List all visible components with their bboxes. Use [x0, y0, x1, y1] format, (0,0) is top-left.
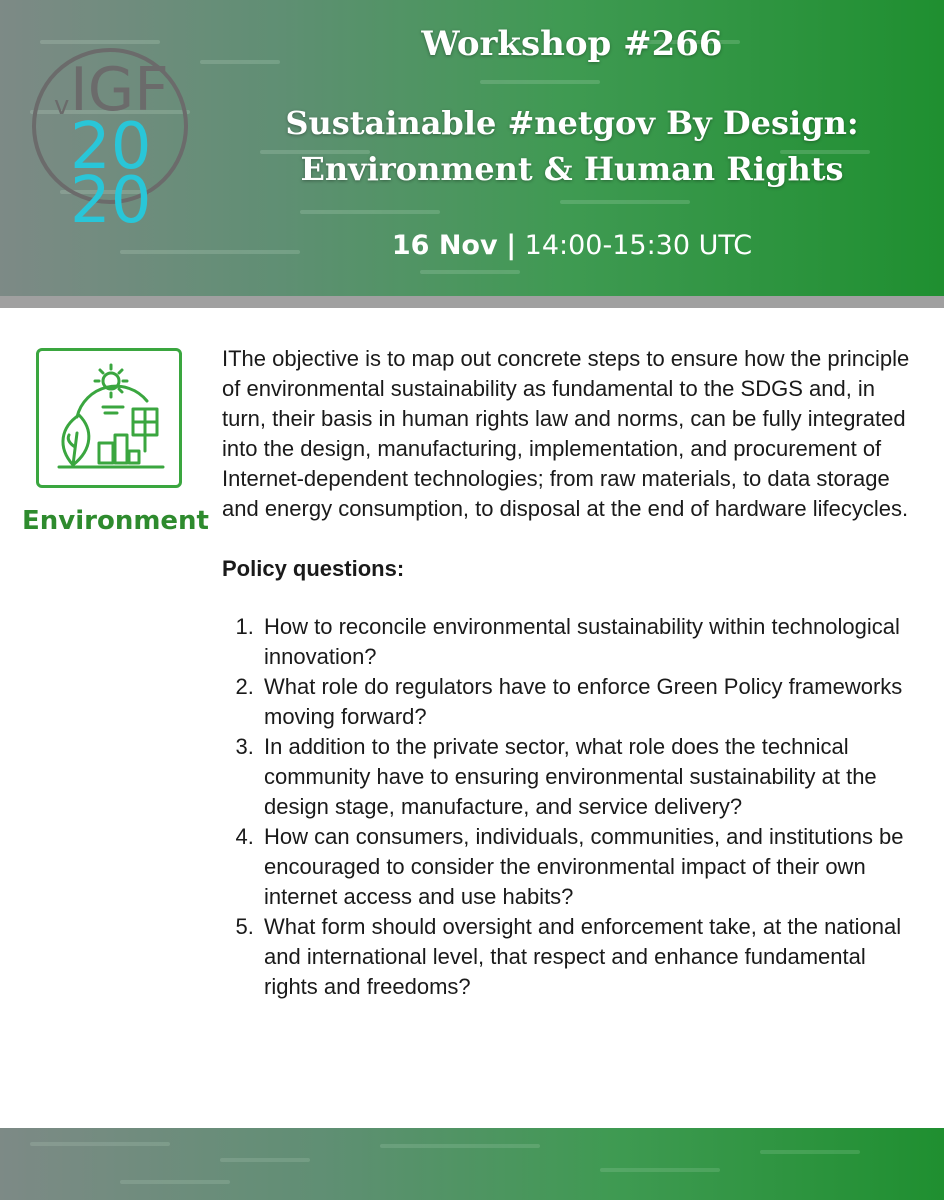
list-item: 2. What role do regulators have to enforce Green Policy frameworks moving forward?	[260, 672, 912, 732]
logo-brand: IGF	[70, 55, 169, 125]
header-divider	[0, 296, 944, 308]
environment-label: Environment	[22, 506, 209, 536]
list-item: 3. In addition to the private sector, what role does the technical community have to ensuring environmental sustainability at the design stage, manufacture, and service delivery?	[260, 732, 912, 822]
objective-paragraph: IThe objective is to map out concrete steps to ensure how the principle of environmental sustainability as fundamental to the SDGS and, in turn, their basis in human rights law and norms, can be fully integrated into the design, manufacturing, implementation, and procurement of Internet-dependent technologies; from raw materials, to data storage and energy consumption, to disposal at the end of hardware lifecycles.	[222, 346, 910, 521]
environment-badge	[36, 348, 182, 488]
footer-code-pattern	[0, 1128, 944, 1200]
workshop-description	[222, 344, 912, 1002]
header-banner	[0, 0, 944, 296]
list-item: 1. How to reconcile environmental sustainability within technological innovation?	[260, 612, 912, 672]
logo-year-top: 20	[70, 110, 152, 184]
session-date: 16 Nov	[391, 230, 498, 261]
session-time: 14:00-15:30 UTC	[524, 230, 753, 261]
list-item: 4. How can consumers, individuals, communities, and institutions be encouraged to consider the environmental impact of their own internet access and use habits?	[260, 822, 912, 912]
list-item: 5. What form should oversight and enforcement take, at the national and international level, that respect and enhance fundamental rights and freedoms?	[260, 912, 912, 1002]
title-line-2: Environment & Human Rights	[300, 150, 844, 188]
datetime-separator: |	[506, 230, 517, 261]
page-title	[240, 100, 904, 192]
vigf-2020-logo	[18, 14, 194, 224]
logo-prefix: v	[54, 91, 70, 121]
title-line-1: Sustainable #netgov By Design:	[285, 104, 859, 142]
policy-questions-heading: Policy questions:	[222, 556, 405, 581]
policy-questions-list	[222, 612, 912, 1002]
workshop-number: Workshop #266	[421, 24, 723, 64]
footer-banner	[0, 1128, 944, 1200]
session-datetime	[240, 230, 904, 261]
logo-year-bottom: 20	[70, 164, 152, 224]
environment-icon	[47, 357, 171, 481]
